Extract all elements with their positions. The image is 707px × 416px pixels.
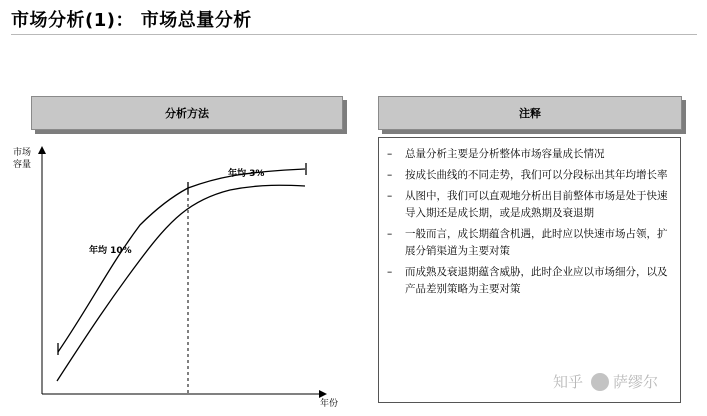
bullet-dash: – bbox=[387, 228, 393, 240]
note-text: 一般而言，成长期蕴含机遇，此时应以快速市场占领，扩展分销渠道为主要对策 bbox=[405, 228, 668, 257]
growth-curve-lower bbox=[57, 185, 305, 381]
note-item bbox=[387, 264, 670, 298]
notes-box bbox=[378, 137, 681, 403]
note-text: 总量分析主要是分析整体市场容量成长情况 bbox=[405, 148, 605, 160]
notes-header-label: 注释 bbox=[519, 107, 541, 120]
note-text: 按成长曲线的不同走势，我们可以分段标出其年均增长率 bbox=[405, 169, 668, 181]
note-text: 而成熟及衰退期蕴含威胁，此时企业应以市场细分，以及产品差别策略为主要对策 bbox=[405, 266, 668, 295]
y-axis-label: 市场容量 bbox=[13, 148, 32, 170]
watermark-right: 萨缪尔 bbox=[613, 373, 659, 391]
bullet-dash: – bbox=[387, 169, 393, 181]
note-item bbox=[387, 226, 670, 260]
bullet-dash: – bbox=[387, 190, 393, 202]
x-axis-label: 年份 bbox=[320, 399, 339, 409]
notes-list bbox=[379, 138, 680, 298]
note-item bbox=[387, 188, 670, 222]
bullet-dash: – bbox=[387, 266, 393, 278]
watermark-left: 知乎 bbox=[553, 373, 584, 391]
watermark bbox=[553, 371, 658, 392]
avatar-icon bbox=[591, 373, 609, 391]
mature-annotation: 年均 3% bbox=[228, 169, 265, 179]
note-text: 从图中，我们可以直观地分析出目前整体市场是处于快速导入期还是成长期，或是成熟期及衰退期 bbox=[405, 190, 668, 219]
analysis-method-header-label: 分析方法 bbox=[165, 107, 209, 120]
note-item bbox=[387, 146, 670, 163]
note-item bbox=[387, 167, 670, 184]
growth-annotation: 年均 10% bbox=[89, 246, 132, 256]
bullet-dash: – bbox=[387, 148, 393, 160]
page-title: 市场分析(1)： 市场总量分析 bbox=[11, 10, 252, 31]
